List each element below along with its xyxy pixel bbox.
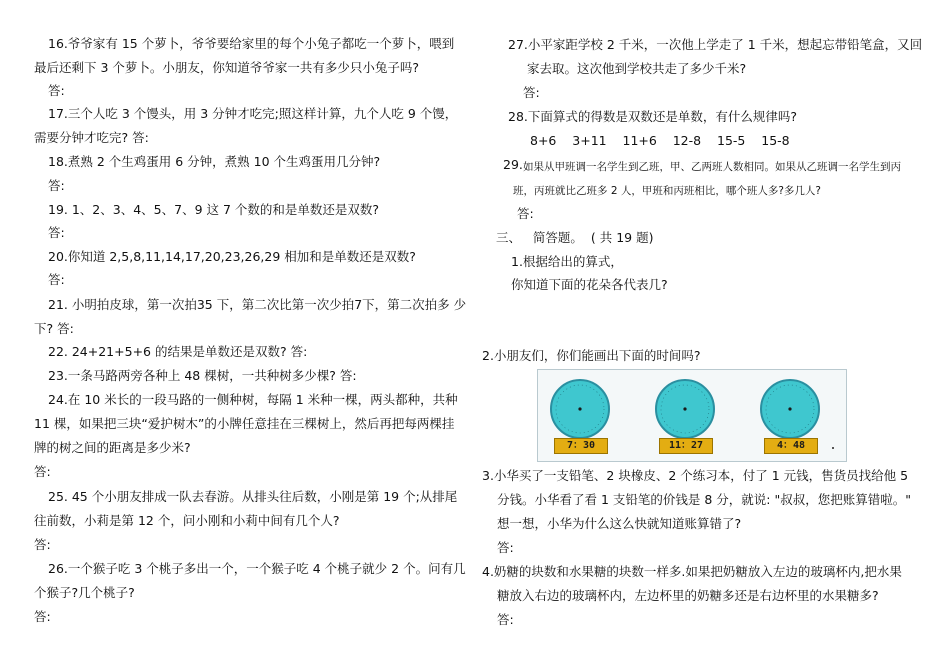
q26-line2: 个猴子?几个桃子?: [34, 585, 135, 600]
q29-number: 29.: [503, 157, 523, 172]
answer-label: 答:: [48, 225, 65, 240]
q27-line1: 27.小平家距学校 2 千米，一次他上学走了 1 千米，想起忘带铅笔盒，又回: [508, 37, 923, 52]
q24-line1: 24.在 10 米长的一段马路的一侧种树，每隔 1 米种一棵，两头都种，共种: [48, 392, 458, 407]
stray-dot: [832, 447, 834, 449]
q26-line1: 26.一个猴子吃 3 个桃子多出一个，一个猴子吃 4 个桃子就少 2 个。问有几: [48, 561, 466, 576]
s3-line3: 想一想，小华为什么这么快就知道账算错了?: [497, 516, 742, 531]
q29-line1: 如果从甲班调一名学生到乙班，甲、乙两班人数相同。如果从乙班调一名学生到丙: [523, 161, 901, 173]
s3-line2: 分钱。小华看了看 1 支铅笔的价钱是 8 分，就说: "叔叔，您把账算错啦。": [497, 492, 911, 507]
answer-label: 答:: [48, 83, 65, 98]
section3-heading: 三、 简答题。 ( 共 19 题): [496, 230, 654, 245]
q17-line1: 17.三个人吃 3 个馒头，用 3 分钟才吃完;照这样计算，九个人吃 9 个馒，: [48, 106, 458, 121]
s4-line2: 糖放入右边的玻璃杯内，左边杯里的奶糖多还是右边杯里的水果糖多?: [497, 588, 879, 603]
s1-line2: 你知道下面的花朵各代表几?: [511, 277, 668, 292]
time-label-1: 7：30: [554, 438, 608, 454]
q28-expressions: 8+6 3+11 11+6 12-8 15-5 15-8: [530, 133, 790, 148]
answer-label: 答:: [34, 464, 51, 479]
q29-line2: 班，丙班就比乙班多 2 人，甲班和丙班相比，哪个班人多?多几人?: [513, 185, 822, 197]
clock-panel: [537, 369, 847, 462]
q18-line1: 18.煮熟 2 个生鸡蛋用 6 分钟，煮熟 10 个生鸡蛋用几分钟?: [48, 154, 381, 169]
q17-line2: 需要分钟才吃完? 答:: [34, 130, 149, 145]
answer-label: 答:: [48, 272, 65, 287]
answer-label: 答:: [497, 612, 514, 627]
answer-label: 答:: [523, 85, 540, 100]
q22-line1: 22. 24+21+5+6 的结果是单数还是双数? 答:: [48, 344, 308, 359]
q16-line1: 16.爷爷家有 15 个萝卜，爷爷要给家里的每个小兔子都吃一个萝卜，喂到: [48, 36, 455, 51]
q28-line1: 28.下面算式的得数是双数还是单数，有什么规律吗?: [508, 109, 798, 124]
q25-line1: 25. 45 个小朋友排成一队去春游。从排头往后数，小刚是第 19 个;从排尾: [48, 489, 458, 504]
s2-line1: 2.小朋友们，你们能画出下面的时间吗?: [482, 348, 701, 363]
q20-line1: 20.你知道 2,5,8,11,14,17,20,23,26,29 相加和是单数还是双数?: [48, 249, 416, 264]
answer-label: 答:: [34, 609, 51, 624]
s1-line1: 1.根据给出的算式，: [511, 254, 623, 269]
answer-label: 答:: [497, 540, 514, 555]
q21-line1: 21. 小明拍皮球，第一次拍35 下，第二次比第一次少拍7下，第二次拍多 少: [48, 297, 467, 312]
clock-face-3: [759, 378, 821, 440]
answer-label: 答:: [34, 537, 51, 552]
q24-line3: 牌的树之间的距离是多少米?: [34, 440, 191, 455]
q24-line2: 11 棵，如果把三块“爱护树木”的小牌任意挂在三棵树上，然后再把每两棵挂: [34, 416, 455, 431]
s3-line1: 3.小华买了一支铅笔、2 块橡皮、2 个练习本，付了 1 元钱，售货员找给他 5: [482, 468, 909, 483]
q23-line1: 23.一条马路两旁各种上 48 棵树，一共种树多少棵? 答:: [48, 368, 357, 383]
q16-line2: 最后还剩下 3 个萝卜。小朋友，你知道爷爷家一共有多少只小兔子吗?: [34, 60, 420, 75]
time-label-3: 4：48: [764, 438, 818, 454]
q21-line2: 下? 答:: [34, 321, 74, 336]
q19-line1: 19. 1、2、3、4、5、7、9 这 7 个数的和是单数还是双数?: [48, 202, 380, 217]
answer-label: 答:: [517, 206, 534, 221]
clock-face-1: [549, 378, 611, 440]
q27-line2: 家去取。这次他到学校共走了多少千米?: [527, 61, 747, 76]
answer-label: 答:: [48, 178, 65, 193]
time-label-2: 11：27: [659, 438, 713, 454]
clock-face-2: [654, 378, 716, 440]
q25-line2: 往前数，小莉是第 12 个，问小刚和小莉中间有几个人?: [34, 513, 340, 528]
s4-line1: 4.奶糖的块数和水果糖的块数一样多.如果把奶糖放入左边的玻璃杯内,把水果: [482, 564, 902, 579]
